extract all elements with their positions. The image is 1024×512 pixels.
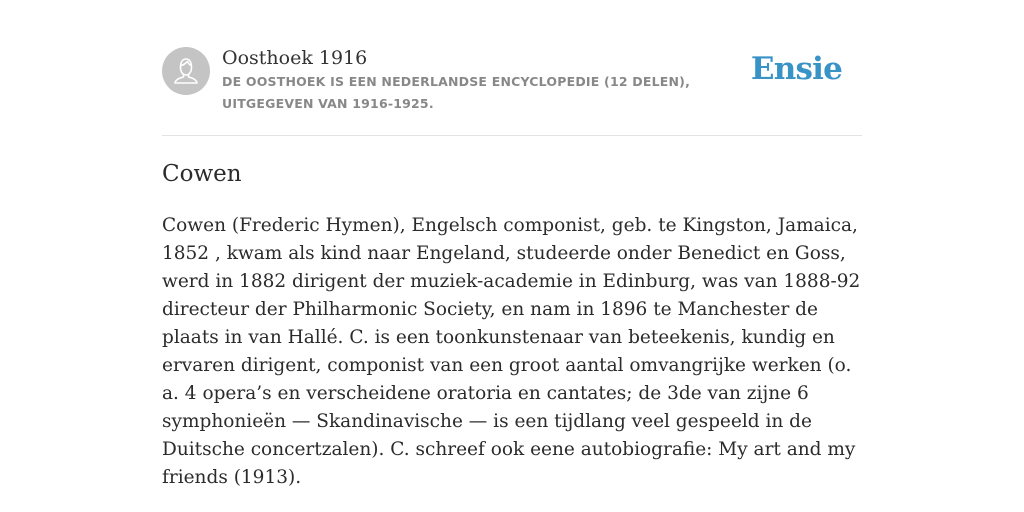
entry-card xyxy=(162,40,862,488)
source-name[interactable]: Oosthoek 1916 xyxy=(222,47,368,69)
source-description: DE OOSTHOEK IS EEN NEDERLANDSE ENCYCLOPEDIE (12 DELEN), UITGEGEVEN VAN 1916-1925. xyxy=(222,74,691,111)
article-title: Cowen xyxy=(162,161,242,187)
article-body: Cowen (Frederic Hymen), Engelsch componist, geb. te Kingston, Jamaica, 1852 , kwam als kind naar Engeland, studeerde onder Benedict en Goss, werd in 1882 dirigent der muziek-academie in Edinburg, was van 1888-92 directeur der Philharmonic Society, en nam in 1896 te Manchester de plaats in van Hallé. C. is een toonkunstenaar van beteekenis, kundig en ervaren dirigent, componist van een groot aantal omvangrijke werken (o. a. 4 opera’s en verscheidene oratoria en cantates; de 3de van zijne 6 symphonieën — Skandinavische — is een tijdlang veel gespeeld in de Duitsche concertzalen). C. schreef ook eene autobiografie: My art and my friends (1913). xyxy=(162,215,861,488)
ensie-logo[interactable]: Ensie xyxy=(750,51,842,87)
user-silhouette-icon xyxy=(162,47,210,95)
source-avatar[interactable] xyxy=(162,47,210,95)
source-header xyxy=(162,40,862,136)
